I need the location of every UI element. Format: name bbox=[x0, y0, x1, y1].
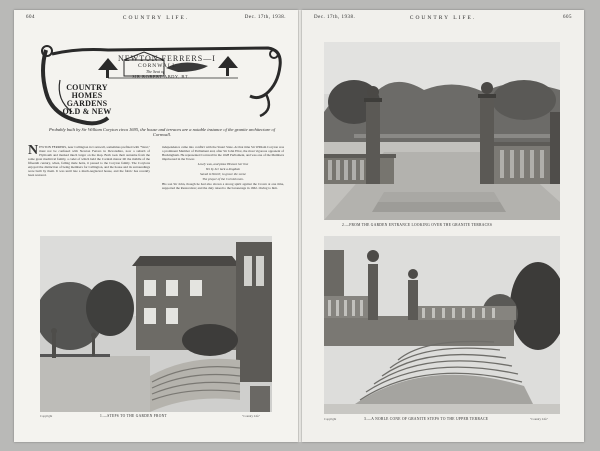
photo-1-credit-right: "Country Life" bbox=[242, 414, 261, 418]
right-page-number: 605 bbox=[563, 15, 572, 20]
heading-word-homes: HOMES bbox=[71, 91, 103, 100]
heading-word-old-new: OLD & NEW bbox=[62, 107, 112, 116]
photo-1-credit-left: Copyright bbox=[40, 414, 53, 418]
left-running-head bbox=[26, 15, 286, 23]
article-county: CORNWALL bbox=[138, 63, 177, 69]
right-running-head bbox=[314, 15, 572, 23]
column-2-tail: His son Sir John, though he had also shown a strong spirit against the Crown at one time, supported the Restoration; and the duty raised to the baronetage in 1662. Owing to him. bbox=[162, 182, 284, 191]
heading-word-gardens: GARDENS bbox=[66, 99, 108, 108]
photo-2-caption: 2.—FROM THE GARDEN ENTRANCE LOOKING OVER THE GRANITE TERRACES bbox=[342, 223, 493, 227]
left-page-number: 604 bbox=[26, 15, 35, 20]
column-1-text: EWTON FERRERS, near Callington in Cornwall, sometimes prefixed with "West," must not be confused with Newton Ferrers in Devonshire, now a suburb of Plymouth and marked much larger on the map. Both took their surname from the same great mediæval family, a cadet of which held the Cornish manor till the middle of the fifteenth century, when, failing male heirs, it passed to the Coryton family. The Corytons enjoyed the distinction of being members for Callington, and the house and its surroundings were built by them. It was until late a much-neglected house, and the fabric has recently been restored. bbox=[28, 145, 150, 178]
photo-1-caption: 1.—STEPS TO THE GARDEN FRONT bbox=[100, 414, 168, 418]
right-date: Dec. 17th, 1938. bbox=[314, 15, 356, 20]
article-column-2 bbox=[162, 145, 284, 237]
photo-3-credit-left: Copyright bbox=[324, 417, 337, 421]
left-masthead: COUNTRY LIFE. bbox=[122, 15, 190, 21]
photo-2-image bbox=[324, 42, 560, 220]
heading-word-country: COUNTRY bbox=[66, 83, 108, 92]
article-title: NEWTON FERRERS—I bbox=[118, 54, 216, 63]
column-2-text: independence came into conflict with the Stuart State. At that time Sir William Coryton was a prominent Member of Parliament and, after Sir John Eliot, the most vigorous opponent of Buckingham. He represented Cornwall in the 1628 Parliament, and was one of the Members imprisoned in the Tower. bbox=[162, 145, 284, 162]
verse-line: Lowly was, and pious Heaven her line bbox=[197, 162, 249, 167]
photo-steps-garden-front bbox=[40, 236, 272, 412]
article-title-block bbox=[118, 54, 248, 79]
verse-line: The prayer of the Cornish men. bbox=[202, 177, 244, 182]
country-homes-heading-ornament bbox=[38, 40, 286, 126]
left-page bbox=[14, 10, 298, 442]
right-page bbox=[302, 10, 584, 442]
drop-cap: N bbox=[28, 145, 39, 158]
photo-granite-steps-cone bbox=[324, 236, 560, 414]
right-masthead: COUNTRY LIFE. bbox=[409, 15, 477, 21]
left-date: Dec. 17th, 1938. bbox=[244, 15, 286, 20]
verse-line: Saved in Worth; to grace the scene bbox=[200, 172, 246, 177]
photo-1-image bbox=[40, 236, 272, 412]
article-column-1 bbox=[28, 145, 150, 237]
article-seat-line: The Seat of bbox=[146, 69, 164, 74]
verse-line: Yet by her lack a kingdom bbox=[205, 167, 241, 172]
article-intro: Probably built by Sir William Coryton circa 1695, the house and terraces are a notable instance of the granite architecture of Cornwall. bbox=[48, 127, 275, 138]
article-owner: SIR ROBERT ABDY, BT. bbox=[132, 74, 190, 79]
photo-3-caption: 3.—A NOBLE CONE OF GRANITE STEPS TO THE UPPER TERRACE bbox=[364, 417, 489, 421]
photo-3-credit-right: "Country Life" bbox=[530, 417, 549, 421]
photo-3-image bbox=[324, 236, 560, 414]
photo-garden-entrance-terraces bbox=[324, 42, 560, 220]
